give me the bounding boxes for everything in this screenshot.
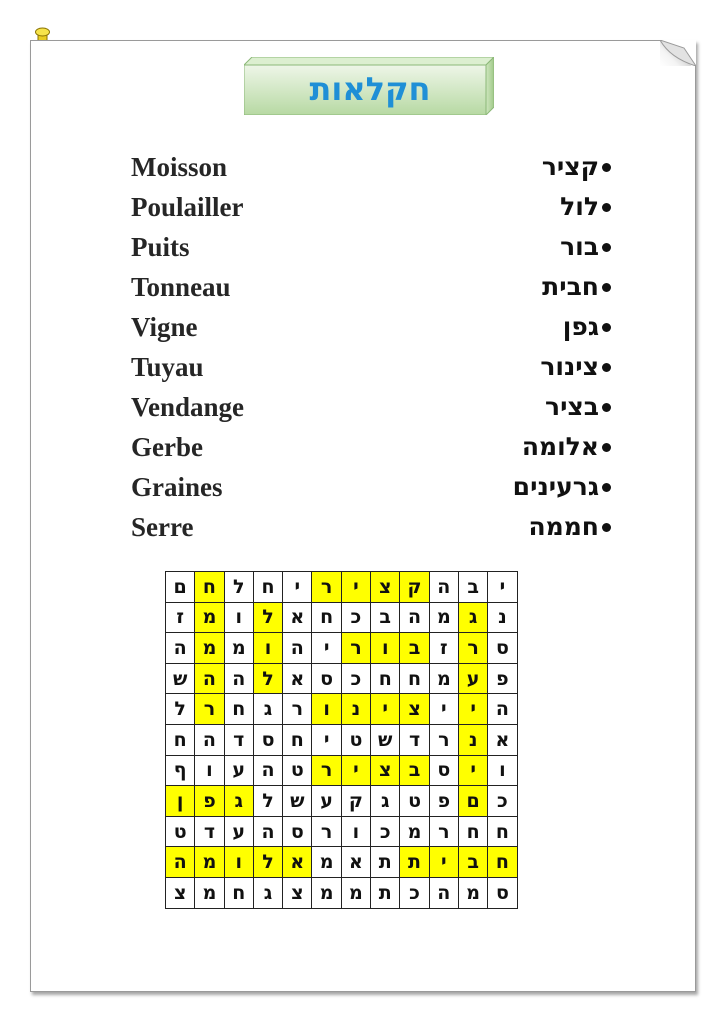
- bullet-icon: [602, 323, 611, 332]
- french-word: Serre: [131, 512, 194, 542]
- grid-cell: ם: [166, 572, 195, 603]
- page-curl-corner: [660, 40, 696, 66]
- grid-cell: ד: [400, 724, 429, 755]
- grid-cell: מ: [195, 633, 224, 664]
- grid-cell: ל: [224, 572, 253, 603]
- grid-cell: ח: [283, 724, 312, 755]
- grid-cell: י: [341, 755, 370, 786]
- bullet-icon: [602, 403, 611, 412]
- vocab-row: [31, 427, 695, 467]
- grid-cell: ה: [195, 663, 224, 694]
- french-word: Vendange: [131, 392, 245, 422]
- grid-cell: ה: [224, 663, 253, 694]
- grid-cell: מ: [195, 602, 224, 633]
- grid-cell: ש: [166, 663, 195, 694]
- bullet-icon: [602, 483, 611, 492]
- grid-cell: ג: [224, 786, 253, 817]
- vocab-row: [31, 147, 695, 187]
- vocab-row: [31, 187, 695, 227]
- grid-row: [166, 847, 518, 878]
- grid-row: [166, 663, 518, 694]
- grid-cell: ו: [224, 602, 253, 633]
- grid-cell: י: [488, 572, 517, 603]
- grid-cell: ח: [195, 572, 224, 603]
- bullet-icon: [602, 523, 611, 532]
- grid-cell: ו: [253, 633, 282, 664]
- grid-cell: ב: [458, 572, 487, 603]
- vocab-row: [31, 307, 695, 347]
- grid-cell: ו: [224, 847, 253, 878]
- grid-cell: ח: [224, 694, 253, 725]
- french-word: Tuyau: [131, 352, 204, 382]
- grid-cell: מ: [312, 877, 341, 908]
- grid-cell: ה: [253, 755, 282, 786]
- grid-row: [166, 724, 518, 755]
- grid-cell: ס: [312, 663, 341, 694]
- french-word: Graines: [131, 472, 223, 502]
- grid-cell: י: [371, 694, 400, 725]
- grid-cell: ת: [400, 847, 429, 878]
- grid-cell: צ: [283, 877, 312, 908]
- grid-cell: ר: [312, 816, 341, 847]
- grid-cell: ה: [283, 633, 312, 664]
- grid-cell: ל: [166, 694, 195, 725]
- bullet-icon: [602, 163, 611, 172]
- grid-cell: ב: [458, 847, 487, 878]
- grid-cell: ח: [224, 877, 253, 908]
- grid-cell: ה: [488, 694, 517, 725]
- french-word: Moisson: [131, 152, 228, 182]
- french-word: Poulailler: [131, 192, 244, 222]
- grid-cell: ר: [458, 633, 487, 664]
- grid-cell: כ: [400, 877, 429, 908]
- hebrew-word: בציר: [545, 392, 599, 421]
- grid-cell: מ: [195, 877, 224, 908]
- grid-cell: ס: [429, 755, 458, 786]
- grid-cell: צ: [166, 877, 195, 908]
- grid-cell: ו: [371, 633, 400, 664]
- grid-row: [166, 755, 518, 786]
- vocab-row: [31, 227, 695, 267]
- vocab-row: [31, 467, 695, 507]
- grid-cell: ף: [166, 755, 195, 786]
- grid-row: [166, 877, 518, 908]
- grid-cell: ע: [458, 663, 487, 694]
- grid-cell: כ: [488, 786, 517, 817]
- grid-cell: כ: [341, 602, 370, 633]
- hebrew-word: גרעינים: [512, 472, 599, 501]
- bullet-icon: [602, 443, 611, 452]
- grid-cell: ב: [371, 602, 400, 633]
- grid-cell: ע: [224, 755, 253, 786]
- grid-cell: ה: [166, 633, 195, 664]
- grid-cell: ט: [400, 786, 429, 817]
- grid-cell: פ: [429, 786, 458, 817]
- grid-cell: ח: [166, 724, 195, 755]
- grid-cell: מ: [429, 602, 458, 633]
- grid-cell: ר: [429, 724, 458, 755]
- grid-cell: נ: [488, 602, 517, 633]
- grid-cell: ט: [341, 724, 370, 755]
- page-title: חקלאות: [309, 70, 431, 108]
- grid-cell: כ: [341, 663, 370, 694]
- grid-cell: ת: [371, 847, 400, 878]
- hebrew-word: צינור: [540, 352, 599, 381]
- grid-cell: ה: [166, 847, 195, 878]
- grid-cell: י: [429, 847, 458, 878]
- grid-cell: פ: [195, 786, 224, 817]
- hebrew-word: קציר: [541, 152, 599, 181]
- grid-cell: צ: [371, 755, 400, 786]
- grid-cell: ב: [400, 633, 429, 664]
- grid-cell: כ: [371, 816, 400, 847]
- grid-cell: ר: [429, 816, 458, 847]
- grid-cell: ג: [371, 786, 400, 817]
- grid-cell: ד: [195, 816, 224, 847]
- grid-row: [166, 816, 518, 847]
- grid-cell: י: [458, 694, 487, 725]
- bullet-icon: [602, 203, 611, 212]
- grid-cell: מ: [312, 847, 341, 878]
- grid-cell: א: [488, 724, 517, 755]
- grid-cell: ל: [253, 786, 282, 817]
- grid-cell: ח: [400, 663, 429, 694]
- grid-cell: ט: [166, 816, 195, 847]
- grid-cell: ר: [312, 755, 341, 786]
- grid-cell: ג: [253, 694, 282, 725]
- grid-cell: ל: [253, 602, 282, 633]
- grid-cell: י: [312, 633, 341, 664]
- grid-cell: י: [429, 694, 458, 725]
- grid-cell: ן: [166, 786, 195, 817]
- grid-cell: ד: [224, 724, 253, 755]
- title-box: [244, 57, 494, 115]
- hebrew-word: בור: [560, 232, 599, 261]
- vocab-row: [31, 507, 695, 547]
- grid-cell: ת: [371, 877, 400, 908]
- grid-cell: ח: [488, 816, 517, 847]
- grid-cell: ו: [488, 755, 517, 786]
- grid-cell: ק: [400, 572, 429, 603]
- french-word: Tonneau: [131, 272, 231, 302]
- hebrew-word: לול: [560, 192, 599, 221]
- grid-cell: ע: [224, 816, 253, 847]
- grid-cell: מ: [400, 816, 429, 847]
- word-search-grid: [165, 571, 518, 909]
- grid-row: [166, 694, 518, 725]
- grid-cell: ס: [488, 633, 517, 664]
- grid-cell: י: [283, 572, 312, 603]
- grid-cell: ח: [312, 602, 341, 633]
- vocab-row: [31, 267, 695, 307]
- grid-row: [166, 602, 518, 633]
- grid-cell: ה: [195, 724, 224, 755]
- grid-cell: ס: [283, 816, 312, 847]
- grid-cell: פ: [488, 663, 517, 694]
- grid-cell: ה: [253, 816, 282, 847]
- grid-cell: ר: [195, 694, 224, 725]
- bullet-icon: [602, 243, 611, 252]
- grid-cell: מ: [429, 663, 458, 694]
- bullet-icon: [602, 283, 611, 292]
- grid-cell: ח: [253, 572, 282, 603]
- grid-cell: ר: [341, 633, 370, 664]
- grid-row: [166, 786, 518, 817]
- grid-cell: צ: [371, 572, 400, 603]
- grid-cell: ג: [458, 602, 487, 633]
- french-word: Gerbe: [131, 432, 203, 462]
- bullet-icon: [602, 363, 611, 372]
- grid-row: [166, 633, 518, 664]
- grid-cell: ס: [488, 877, 517, 908]
- grid-cell: ע: [312, 786, 341, 817]
- grid-cell: ח: [488, 847, 517, 878]
- grid-cell: ש: [283, 786, 312, 817]
- hebrew-word: גפן: [562, 312, 599, 341]
- grid-cell: ג: [253, 877, 282, 908]
- grid-cell: ה: [429, 877, 458, 908]
- grid-cell: צ: [400, 694, 429, 725]
- hebrew-word: חבית: [542, 272, 599, 301]
- grid-cell: ז: [429, 633, 458, 664]
- grid-cell: ר: [283, 694, 312, 725]
- grid-cell: ח: [371, 663, 400, 694]
- grid-cell: א: [283, 847, 312, 878]
- grid-cell: מ: [224, 633, 253, 664]
- grid-cell: נ: [341, 694, 370, 725]
- grid-cell: ז: [166, 602, 195, 633]
- grid-cell: ס: [253, 724, 282, 755]
- grid-cell: ק: [341, 786, 370, 817]
- worksheet-page: [30, 40, 696, 992]
- grid-cell: ל: [253, 663, 282, 694]
- grid-cell: א: [283, 602, 312, 633]
- grid-cell: מ: [458, 877, 487, 908]
- grid-cell: מ: [195, 847, 224, 878]
- grid-cell: מ: [341, 877, 370, 908]
- grid-cell: י: [312, 724, 341, 755]
- grid-cell: ש: [371, 724, 400, 755]
- grid-cell: ה: [429, 572, 458, 603]
- grid-cell: ה: [400, 602, 429, 633]
- grid-cell: ו: [341, 816, 370, 847]
- grid-cell: ל: [253, 847, 282, 878]
- grid-cell: ר: [312, 572, 341, 603]
- grid-cell: ב: [400, 755, 429, 786]
- grid-row: [166, 572, 518, 603]
- vocab-row: [31, 347, 695, 387]
- grid-cell: נ: [458, 724, 487, 755]
- french-word: Vigne: [131, 312, 198, 342]
- grid-cell: י: [341, 572, 370, 603]
- grid-cell: ם: [458, 786, 487, 817]
- grid-cell: ח: [458, 816, 487, 847]
- hebrew-word: חממה: [528, 512, 599, 541]
- grid-cell: ט: [283, 755, 312, 786]
- vocab-row: [31, 387, 695, 427]
- grid-cell: י: [458, 755, 487, 786]
- hebrew-word: אלומה: [521, 432, 599, 461]
- grid-cell: א: [341, 847, 370, 878]
- french-word: Puits: [131, 232, 190, 262]
- grid-cell: ו: [312, 694, 341, 725]
- grid-cell: א: [283, 663, 312, 694]
- grid-cell: ו: [195, 755, 224, 786]
